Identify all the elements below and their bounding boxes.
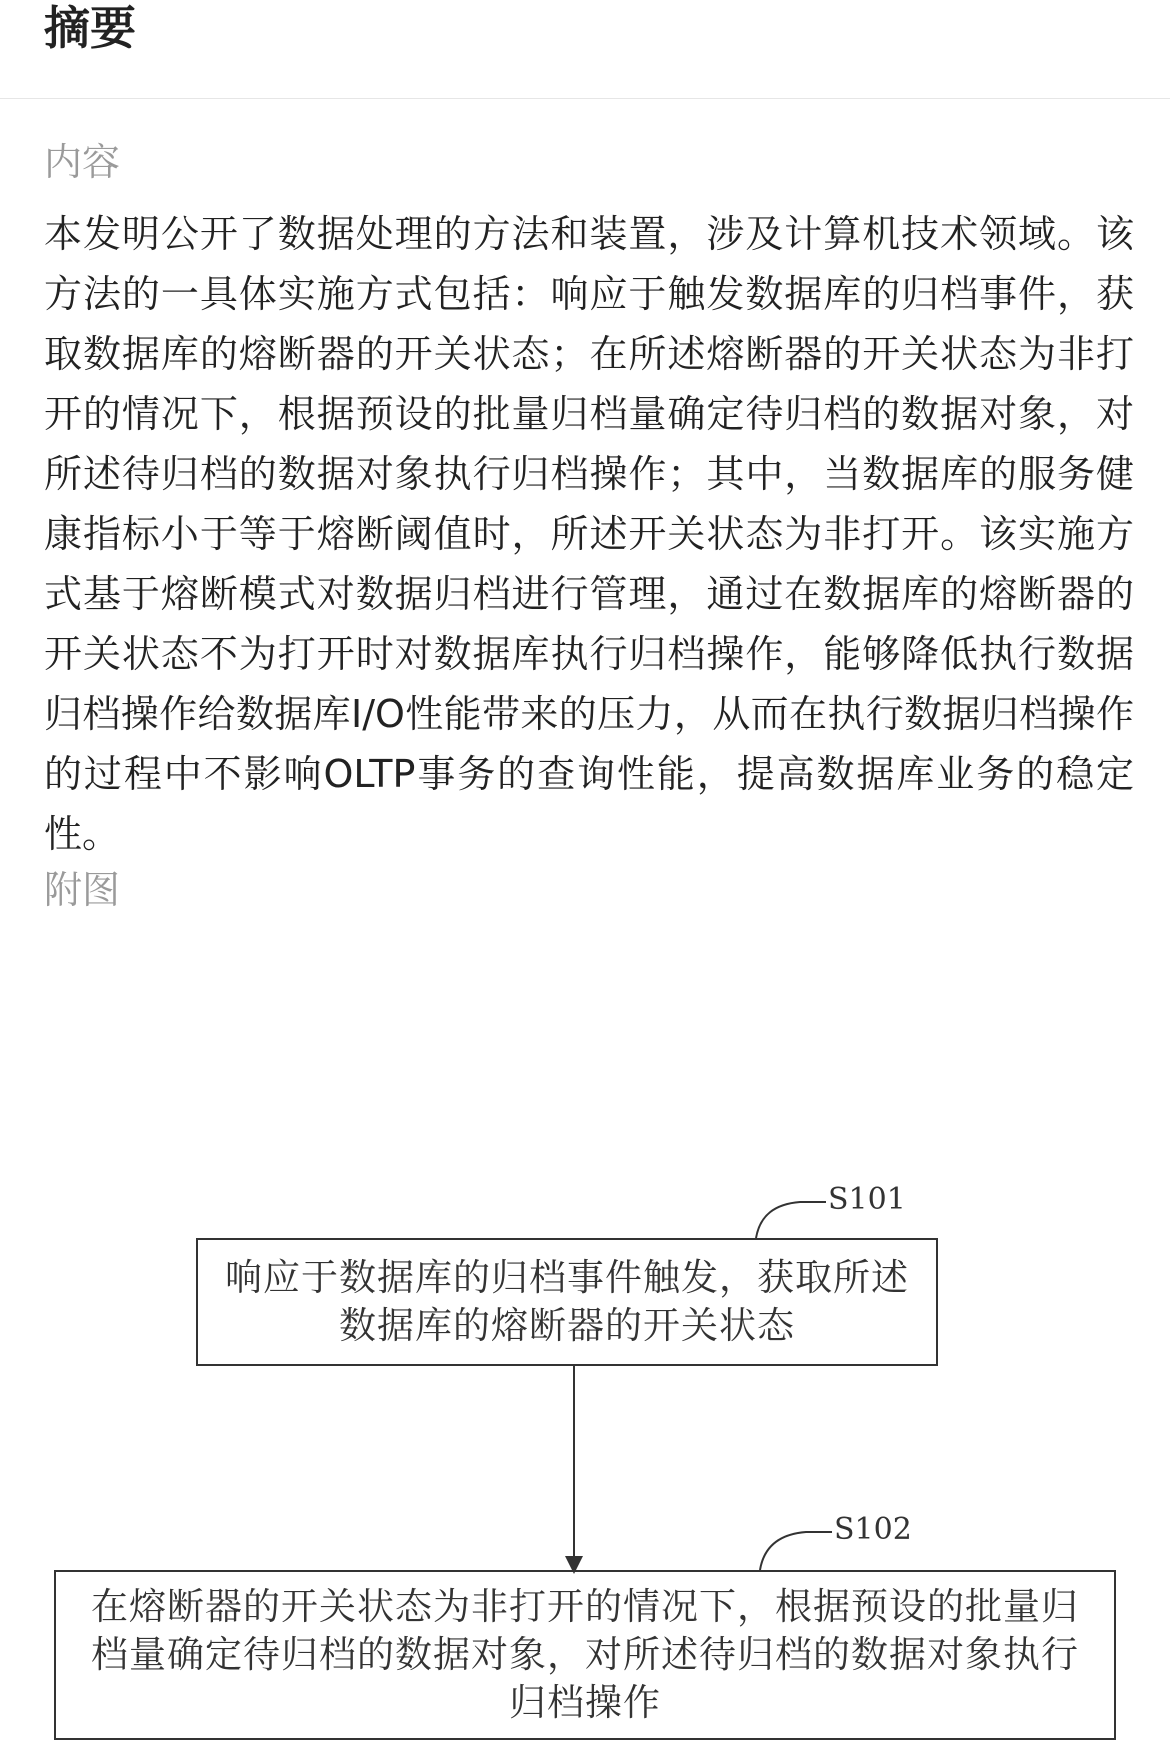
step-text-s101: 响应于数据库的归档事件触发，获取所述数据库的熔断器的开关状态 <box>225 1256 909 1347</box>
step-label-s101: S101 <box>828 1182 906 1217</box>
abstract-text: 本发明公开了数据处理的方法和装置，涉及计算机技术领域。该方法的一具体实施方式包括：响应于触发数据库的归档事件，获取数据库的熔断器的开关状态；在所述熔断器的开关状态为非打开的情况下，根据预设的批量归档量确定待归档的数据对象，对所述待归档的数据对象执行归档操作；其中，当数据库的服务健康指标小于等于熔断阈值时，所述开关状态为非打开。该实施方式基于熔断模式对数据归档进行管理，通过在数据库的熔断器的开关状态不为打开时对数据库执行归档操作，能够降低执行数据归档操作给数据库I/O性能带来的压力，从而在执行数据归档操作的过程中不影响OLTP事务的查询性能，提高数据库业务的稳定性。 <box>44 212 1134 856</box>
page-header <box>0 0 1170 99</box>
page-title: 摘要 <box>44 1 136 55</box>
step-text-s102: 在熔断器的开关状态为非打开的情况下，根据预设的批量归档量确定待归档的数据对象，对所述待归档的数据对象执行归档操作 <box>91 1585 1079 1724</box>
figure-section-label: 附图 <box>44 868 121 912</box>
content-section-label: 内容 <box>44 140 121 184</box>
s101-callout-line <box>756 1202 826 1238</box>
step-box-s101 <box>196 1238 938 1366</box>
s102-callout-line <box>760 1532 832 1570</box>
step-label-s102: S102 <box>834 1512 912 1547</box>
flowchart-figure <box>0 1160 1170 1756</box>
step-box-s102 <box>54 1570 1116 1740</box>
